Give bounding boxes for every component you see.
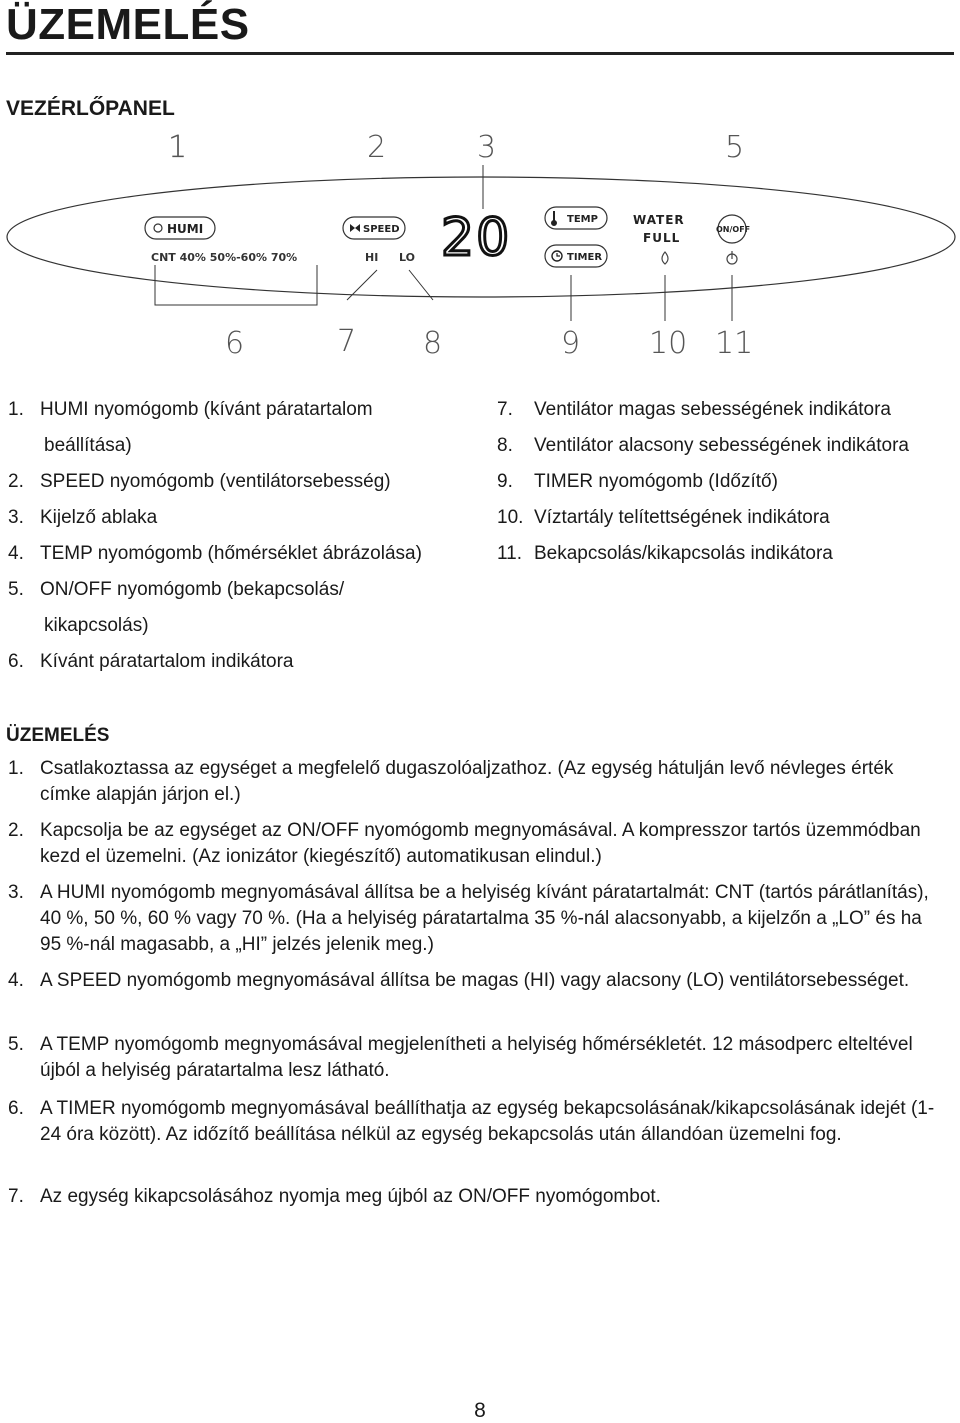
page-number: 8 (474, 1399, 486, 1422)
step-number: 7. (8, 1186, 24, 1207)
leader-line-8 (409, 270, 433, 300)
humi-label: HUMI (167, 222, 204, 236)
step-number: 5. (8, 1034, 24, 1055)
callout-number-2: 2 (367, 130, 387, 165)
legend-right (497, 392, 957, 572)
full-label: FULL (643, 231, 681, 245)
control-panel-diagram (5, 125, 957, 357)
list-item-text: TEMP nyomógomb (hőmérséklet ábrázolása) (40, 543, 422, 564)
humidity-options-label: CNT 40% 50%-60% 70% (151, 251, 298, 264)
list-item-number: 9. (497, 471, 513, 492)
list-item-number: 5. (8, 579, 24, 600)
callout-number-3: 3 (477, 130, 497, 165)
step-text: A TEMP nyomógomb megnyomásával megjelenítheti a helyiség hőmérsékletét. 12 másodperc elteltével újból a helyiség páratartalma lesz látható. (40, 1034, 913, 1081)
control-panel-svg (5, 125, 957, 357)
step-number: 4. (8, 970, 24, 991)
list-item (8, 464, 478, 500)
step-text: Kapcsolja be az egységet az ON/OFF nyomógomb megnyomásával. A kompresszor tartós üzemmódban kezd el üzemelni. (Az ionizátor (kiegészítő) automatikusan elindul.) (40, 820, 921, 867)
list-item (497, 392, 957, 428)
timer-label: TIMER (567, 252, 603, 263)
step-text: Csatlakoztassa az egységet a megfelelő dugaszolóaljzathoz. (Az egység hátulján levő névleges érték címke alapján járjon el.) (40, 758, 894, 805)
list-item-text: kikapcsolás) (44, 615, 149, 636)
list-item (497, 428, 957, 464)
water-label: WATER (633, 213, 685, 227)
callout-number-11: 11 (715, 326, 754, 357)
list-item-text: ON/OFF nyomógomb (bekapcsolás/ (40, 579, 345, 600)
callout-number-7: 7 (337, 324, 357, 357)
list-item-number: 8. (497, 435, 513, 456)
step-number: 3. (8, 882, 24, 903)
list-item (8, 536, 478, 572)
step-text: A TIMER nyomógomb megnyomásával beállíthatja az egység bekapcsolásának/kikapcsolásának idejét (1-24 óra között). Az időzítő beállítása nélkül az egység bekapcsolás után állandóan üzemelni fog. (40, 1098, 935, 1145)
callout-number-5: 5 (725, 130, 745, 165)
list-item (497, 464, 957, 500)
step-number: 6. (8, 1098, 24, 1119)
water-drop-icon (662, 252, 668, 264)
list-item-number: 4. (8, 543, 24, 564)
title-rule (6, 52, 954, 55)
step-number: 2. (8, 820, 24, 841)
list-item-text: Ventilátor magas sebességének indikátora (534, 399, 892, 420)
list-item-text: beállítása) (44, 435, 132, 456)
callout-number-10: 10 (649, 326, 688, 357)
leader-line-6 (155, 265, 317, 305)
onoff-label: ON/OFF (716, 225, 751, 234)
list-item-text: Kívánt páratartalom indikátora (40, 651, 294, 672)
callout-number-9: 9 (561, 326, 581, 357)
speed-label: SPEED (363, 224, 400, 235)
list-item-number: 2. (8, 471, 24, 492)
list-item-text: Kijelző ablaka (40, 507, 158, 528)
list-item-text: TIMER nyomógomb (Időzítő) (534, 471, 778, 492)
hi-indicator-label: HI (365, 251, 379, 264)
step-number: 1. (8, 758, 24, 779)
section-heading-operation: ÜZEMELÉS (6, 725, 110, 746)
list-item (8, 500, 478, 536)
list-item-text: HUMI nyomógomb (kívánt páratartalom (40, 399, 373, 420)
list-item-text: Víztartály telítettségének indikátora (534, 507, 830, 528)
step-text: A HUMI nyomógomb megnyomásával állítsa be a helyiség kívánt páratartalmát: CNT (tartós párátlanítás), 40 %, 50 %, 60 % vagy 70 %. (Ha a helyiség páratartalma 35 %-nál alacsonyabb, a kijelzőn a „LO” és ha 95 %-nál magasabb, a „HI” jelzés jelenik meg.) (40, 882, 929, 955)
list-item (497, 536, 957, 572)
callout-number-1: 1 (168, 130, 188, 165)
lo-indicator-label: LO (399, 251, 415, 264)
page-title: ÜZEMELÉS (6, 0, 250, 49)
list-item (8, 644, 478, 680)
list-item-number: 7. (497, 399, 513, 420)
section-heading-control-panel: VEZÉRLŐPANEL (6, 97, 175, 120)
list-item-number: 3. (8, 507, 24, 528)
list-item (8, 392, 478, 428)
step-text: Az egység kikapcsolásához nyomja meg újból az ON/OFF nyomógombot. (40, 1186, 661, 1207)
legend-left (8, 392, 478, 680)
list-item-continuation (8, 428, 478, 464)
list-item-number: 6. (8, 651, 24, 672)
step-text: A SPEED nyomógomb megnyomásával állítsa be magas (HI) vagy alacsony (LO) ventilátorsebességet. (40, 970, 910, 991)
list-item (8, 572, 478, 608)
list-item-continuation (8, 608, 478, 644)
temp-label: TEMP (567, 214, 598, 225)
list-item-number: 11. (497, 543, 523, 564)
list-item (497, 500, 957, 536)
callout-number-6: 6 (225, 326, 245, 357)
list-item-text: SPEED nyomógomb (ventilátorsebesség) (40, 471, 391, 492)
callout-number-8: 8 (423, 326, 443, 357)
list-item-text: Bekapcsolás/kikapcsolás indikátora (534, 543, 833, 564)
display-value: 20 (441, 208, 512, 268)
list-item-text: Ventilátor alacsony sebességének indikátora (534, 435, 909, 456)
list-item-number: 10. (497, 507, 524, 528)
list-item-number: 1. (8, 399, 24, 420)
